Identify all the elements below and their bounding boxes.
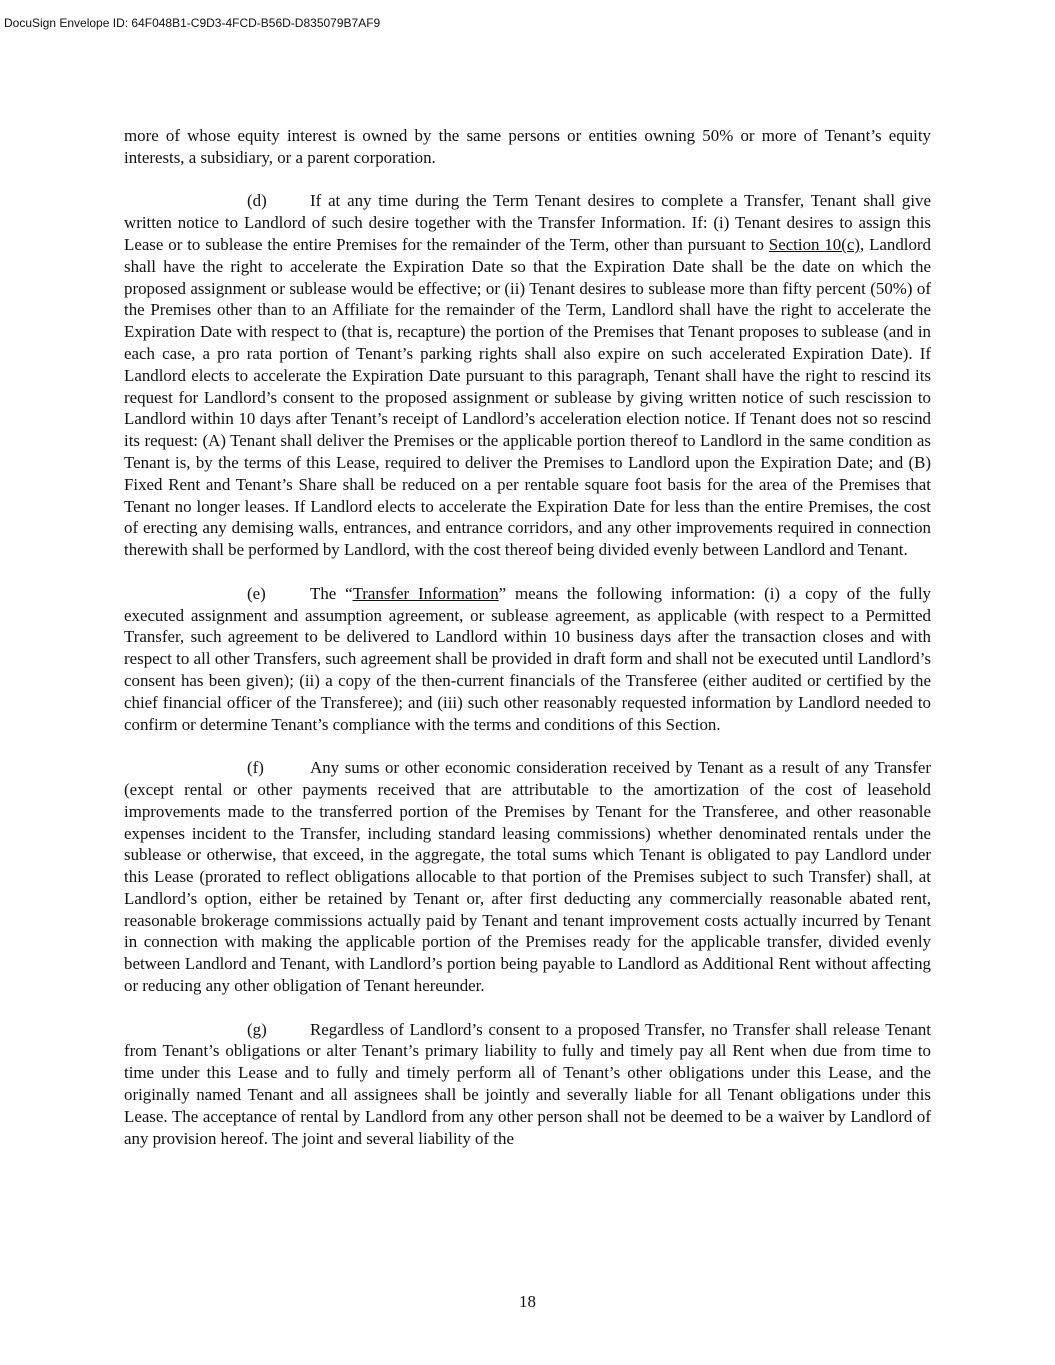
page-number: 18 <box>519 1292 536 1311</box>
paragraph-f-text: Any sums or other economic consideration received by Tenant as a result of any Transfer (except rental or other payments received that are attributable to the amortization of the cost of leasehold improvements made to the transferred portion of the Premises by Tenant for the Transferee, and other reasonable expenses incident to the Transfer, including standard leasing commissions) whether denominated rentals under the sublease or otherwise, that exceed, in the aggregate, the total sums which Tenant is obligated to pay Landlord under this Lease (prorated to reflect obligations allocable to that portion of the Premises subject to such Transfer) shall, at Landlord’s option, either be retained by Tenant or, after first deducting any commercially reasonable abated rent, reasonable brokerage commissions actually paid by Tenant and tenant improvement costs actually incurred by Tenant in connection with making the applicable portion of the Premises ready for the applicable transfer, divided evenly between Landlord and Tenant, with Landlord’s portion being payable to Landlord as Additional Rent without affecting or reducing any other obligation of Tenant hereunder. <box>124 758 931 996</box>
paragraph-g <box>124 1019 931 1150</box>
paragraph-g-mark: (g) <box>247 1019 267 1039</box>
paragraph-d-text-start: If at any time during the Term Tenant desires to complete a Transfer, Tenant shall give written notice to Landlord of such desire together with the Transfer Information. If: (i) Tenant desires to assign this Lease or to sublease the entire Premises for the remainder of the Term, other than pursuant to <box>124 191 931 254</box>
paragraph-g-text: Regardless of Landlord’s consent to a proposed Transfer, no Transfer shall release Tenant from Tenant’s obligations or alter Tenant’s primary liability to fully and timely pay all Rent when due from time to time under this Lease and to fully and timely perform all of Tenant’s other obligations under this Lease, and the originally named Tenant and all assignees shall be jointly and severally liable for all Tenant obligations under this Lease. The acceptance of rental by Landlord from any other person shall not be deemed to be a waiver by Landlord of any provision hereof. The joint and several liability of the <box>124 1019 931 1148</box>
docusign-envelope-id: DocuSign Envelope ID: 64F048B1-C9D3-4FCD-B56D-D835079B7AF9 <box>4 16 381 30</box>
section-reference: Section 10(c) <box>768 234 860 254</box>
continuation-paragraph: more of whose equity interest is owned by the same persons or entities owning 50% or more of Tenant’s equity interests, a subsidiary, or a parent corporation. <box>124 126 931 167</box>
document-body <box>124 125 931 1171</box>
paragraph-f <box>124 757 931 997</box>
paragraph-d-mark: (d) <box>247 191 267 211</box>
paragraph-d-text-end: , Landlord shall have the right to accelerate the Expiration Date so that the Expiration Date shall be the date on which the proposed assignment or sublease would be effective; or (ii) Tenant desires to sublease more than fifty percent (50%) of the Premises other than to an Affiliate for the remainder of the Term, Landlord shall have the right to accelerate the Expiration Date with respect to (that is, recapture) the portion of the Premises that Tenant proposes to sublease (and in each case, a pro rata portion of Tenant’s parking rights shall also expire on such accelerated Expiration Date). If Landlord elects to accelerate the Expiration Date pursuant to this paragraph, Tenant shall have the right to rescind its request for Landlord’s consent to the proposed assignment or sublease by giving written notice of such rescission to Landlord within 10 days after Tenant’s receipt of Landlord’s acceleration election notice. If Tenant does not so rescind its request: (A) Tenant shall deliver the Premises or the applicable portion thereof to Landlord in the same condition as Tenant is, by the terms of this Lease, required to deliver the Premises to Landlord upon the Expiration Date; and (B) Fixed Rent and Tenant’s Share shall be reduced on a per rentable square foot basis for the area of the Premises that Tenant no longer leases. If Landlord elects to accelerate the Expiration Date for less than the entire Premises, the cost of erecting any demising walls, entrances, and entrance corridors, and any other improvements required in connection therewith shall be performed by Landlord, with the cost thereof being divided evenly between Landlord and Tenant. <box>124 234 932 560</box>
paragraph-e <box>124 583 931 736</box>
paragraph-e-text-end: ” means the following information: (i) a copy of the fully executed assignment and assumption agreement, or sublease agreement, as applicable (with respect to a Permitted Transfer, such agreement to be delivered to Landlord within 10 business days after the transaction closes and with respect to all other Transfers, such agreement shall be provided in draft form and shall not be executed until Landlord’s consent has been given); (ii) a copy of the then-current financials of the Transferee (either audited or certified by the chief financial officer of the Transferee); and (iii) such other reasonably requested information by Landlord needed to confirm or determine Tenant’s compliance with the terms and conditions of this Section. <box>124 583 931 734</box>
paragraph-e-mark: (e) <box>247 583 266 603</box>
paragraph-d <box>124 190 931 561</box>
paragraph-e-text-start: The “ <box>310 583 353 603</box>
paragraph-f-mark: (f) <box>247 758 264 778</box>
defined-term-transfer-information: Transfer Information <box>352 583 499 603</box>
